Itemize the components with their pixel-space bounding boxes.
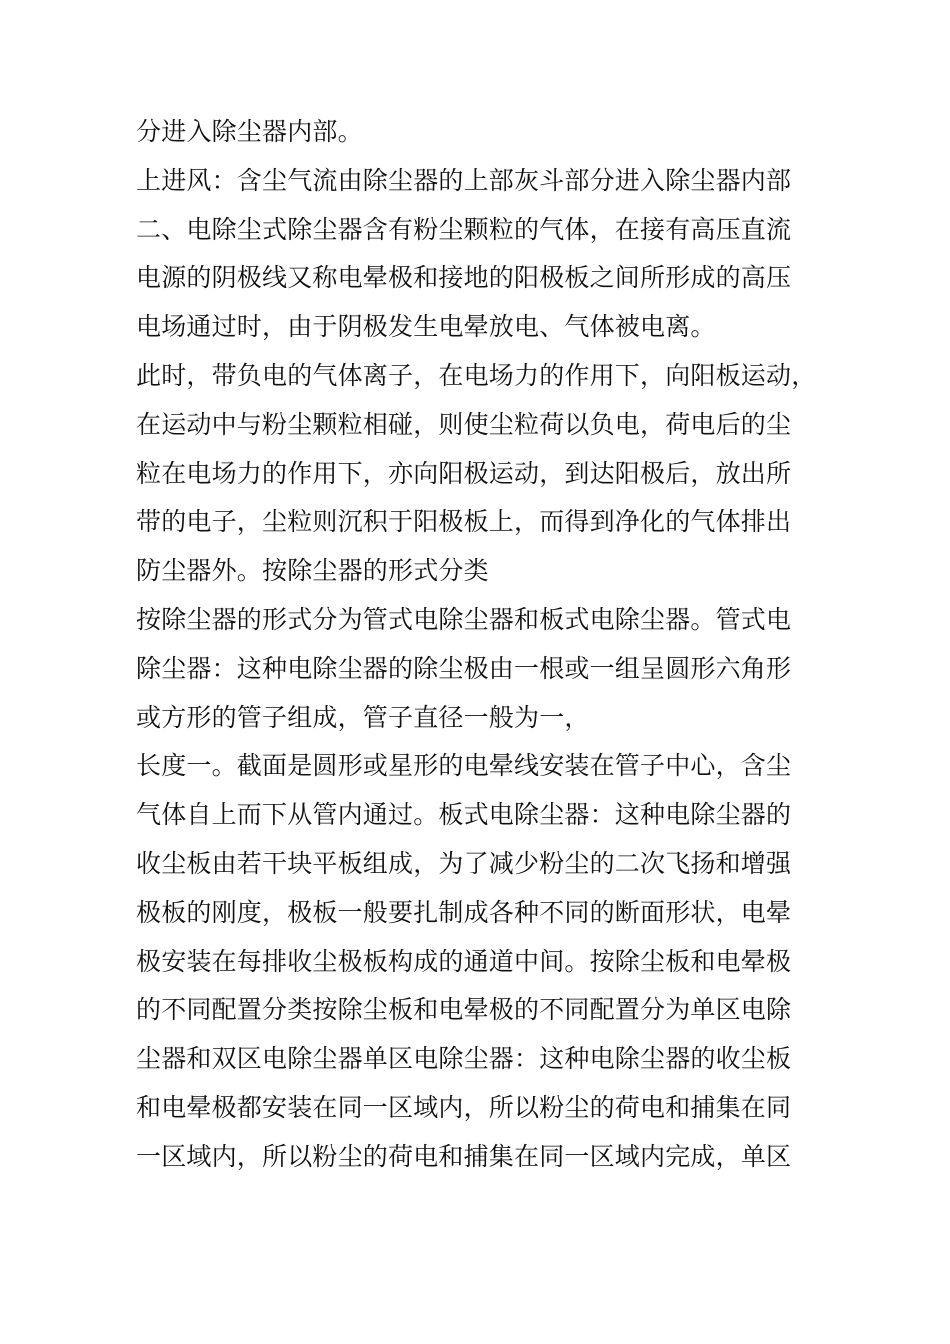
text-line: 收尘板由若干块平板组成，为了减少粉尘的二次飞扬和增强 xyxy=(136,848,792,878)
body-text xyxy=(136,108,816,1182)
text-line: 一区域内，所以粉尘的荷电和捕集在同一区域内完成，单区 xyxy=(136,1141,792,1171)
text-line: 带的电子，尘粒则沉积于阳极板上，而得到净化的气体排出 xyxy=(136,507,792,537)
text-line: 气体自上而下从管内通过。板式电除尘器：这种电除尘器的 xyxy=(136,800,792,830)
text-line: 电源的阴极线又称电晕极和接地的阳极板之间所形成的高压 xyxy=(136,263,792,293)
text-line: 的不同配置分类按除尘板和电晕极的不同配置分为单区电除 xyxy=(136,995,792,1025)
text-line: 极板的刚度，极板一般要扎制成各种不同的断面形状，电晕 xyxy=(136,897,792,927)
text-line: 粒在电场力的作用下，亦向阳极运动，到达阳极后，放出所 xyxy=(136,458,792,488)
text-line: 电场通过时，由于阴极发生电晕放电、气体被电离。 xyxy=(136,312,716,342)
text-line: 防尘器外。按除尘器的形式分类 xyxy=(136,556,489,586)
text-line: 分进入除尘器内部。 xyxy=(136,117,363,146)
text-line: 长度一。截面是圆形或星形的电晕线安装在管子中心，含尘 xyxy=(136,751,792,781)
text-line: 二、电除尘式除尘器含有粉尘颗粒的气体，在接有高压直流 xyxy=(136,214,792,244)
text-line: 或方形的管子组成，管子直径一般为一， xyxy=(136,702,590,732)
text-line: 上进风：含尘气流由除尘器的上部灰斗部分进入除尘器内部 xyxy=(136,165,792,195)
text-line: 除尘器：这种电除尘器的除尘极由一根或一组呈圆形六角形 xyxy=(136,653,792,683)
text-line: 极安装在每排收尘极板构成的通道中间。按除尘板和电晕极 xyxy=(136,946,792,976)
text-line: 尘器和双区电除尘器单区电除尘器：这种电除尘器的收尘板 xyxy=(136,1044,792,1074)
text-line: 此时，带负电的气体离子，在电场力的作用下，向阳板运动， xyxy=(136,360,817,390)
text-line: 按除尘器的形式分为管式电除尘器和板式电除尘器。管式电 xyxy=(136,604,792,634)
text-line: 和电晕极都安装在同一区域内，所以粉尘的荷电和捕集在同 xyxy=(136,1092,792,1122)
text-line: 在运动中与粉尘颗粒相碰，则使尘粒荷以负电，荷电后的尘 xyxy=(136,409,792,439)
